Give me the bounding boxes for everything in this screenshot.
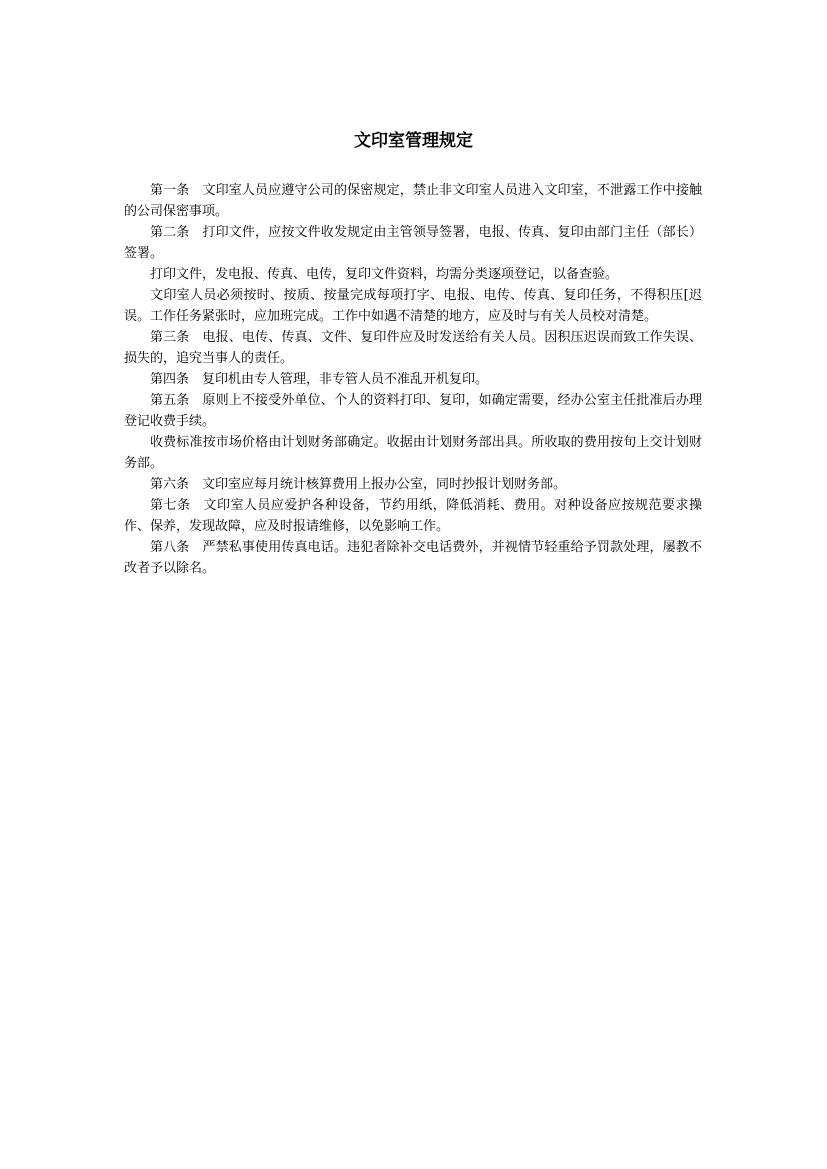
paragraph-text: 文印室人员应爱护各种设备，节约用纸，降低消耗、费用。对种设备应按规范要求操作、保养，发现故障，应及时报请维修，以免影响工作。 [124, 498, 702, 534]
paragraph [124, 327, 702, 369]
paragraph [124, 537, 702, 579]
paragraph-text: 打印文件，发电报、传真、电传，复印文件资料，均需分类逐项登记，以备查验。 [150, 267, 619, 282]
article-number: 第六条 [150, 477, 190, 492]
paragraph-text: 文印室人员必须按时、按质、按量完成每项打字、电报、电传、传真、复印任务，不得积压[迟误。工作任务紧张时，应加班完成。工作中如遇不清楚的地方，应及时与有关人员校对清楚。 [124, 288, 702, 324]
article-number: 第五条 [150, 393, 190, 408]
paragraph-text: 文印室应每月统计核算费用上报办公室，同时抄报计划财务部。 [202, 477, 567, 492]
paragraph-text: 文印室人员应遵守公司的保密规定，禁止非文印室人员进入文印室，不泄露工作中接触的公司保密事项。 [124, 183, 702, 219]
paragraph [124, 285, 702, 327]
document-title: 文印室管理规定 [354, 131, 473, 151]
document-body [124, 180, 702, 579]
paragraph [124, 180, 702, 222]
paragraph [124, 264, 702, 285]
paragraph [124, 390, 702, 432]
article-number: 第一条 [150, 183, 190, 198]
article-number: 第七条 [150, 498, 191, 513]
paragraph-text: 严禁私事使用传真电话。违犯者除补交电话费外，并视情节轻重给予罚款处理，屡教不改者予以除名。 [124, 540, 702, 576]
paragraph-text: 电报、电传、传真、文件、复印件应及时发送给有关人员。因积压迟误而致工作失误、损失的，追究当事人的责任。 [124, 330, 702, 366]
paragraph-text: 打印文件，应按文件收发规定由主管领导签署，电报、传真、复印由部门主任（部长）签署。 [124, 225, 702, 261]
article-number: 第二条 [150, 225, 190, 240]
paragraph [124, 369, 702, 390]
article-number: 第三条 [150, 330, 190, 345]
article-number: 第八条 [150, 540, 190, 555]
paragraph-text: 复印机由专人管理，非专管人员不准乱开机复印。 [202, 372, 489, 387]
paragraph-text: 原则上不接受外单位、个人的资料打印、复印，如确定需要，经办公室主任批准后办理登记收费手续。 [124, 393, 702, 429]
paragraph [124, 432, 702, 474]
paragraph [124, 222, 702, 264]
paragraph [124, 474, 702, 495]
article-number: 第四条 [150, 372, 190, 387]
paragraph-text: 收费标准按市场价格由计划财务部确定。收据由计划财务部出具。所收取的费用按旬上交计划财务部。 [124, 435, 702, 471]
paragraph [124, 495, 702, 537]
